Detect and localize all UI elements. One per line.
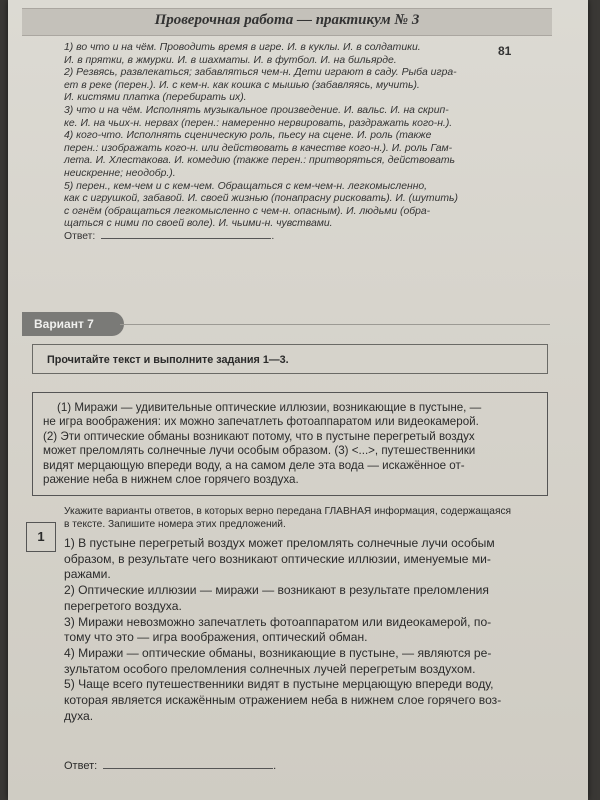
entry-line: лета. И. Хлестакова. И. комедию (также перен.: притворяться, действовать: [64, 155, 456, 167]
text-line: видят мерцающую впереди воду, а на самом деле эта вода — искажённое от-: [43, 458, 465, 472]
workbook-page: [8, 0, 588, 800]
option-line: духа.: [64, 708, 94, 723]
option-line: ражами.: [64, 567, 111, 582]
text-line: (1) Миражи — удивительные оптические иллюзии, возникающие в пустыне, —: [57, 401, 482, 414]
option-line: 4) Миражи — оптические обманы, возникающие в пустыне, — являются ре-: [64, 645, 492, 660]
option-line: тому что это — игра воображения, оптический обман.: [64, 630, 368, 645]
text-line: не игра воображения: их можно запечатлеть фотоаппаратом или видеокамерой.: [43, 415, 479, 429]
entry-line: ке. И. на чьих-н. нервах (перен.: намеренно нервировать, раздражать кого-н.).: [64, 117, 453, 129]
entry-line: неискренне; неодобр.).: [64, 167, 176, 179]
page-header: [22, 8, 552, 36]
prompt-line: Укажите варианты ответов, в которых верно передана ГЛАВНАЯ информация, содержащаяся: [64, 506, 512, 517]
option-line: зультатом особого преломления солнечных лучей перегретым воздухом.: [64, 661, 476, 676]
entry-line: 4) кого-что. Исполнять сценическую роль, пьесу на сцене. И. роль (также: [64, 130, 432, 142]
answer-label: Ответ:: [64, 230, 96, 242]
option-line: 2) Оптические иллюзии — миражи — возникают в результате преломления: [64, 583, 489, 598]
entry-line: перен.: изображать кого-н. или действовать в качестве кого-н.). И. роль Гам-: [64, 142, 453, 154]
task-number-box: 1: [26, 522, 56, 552]
task-prompt: [64, 506, 540, 531]
entry-line: И. кистями платка (перебирать их).: [64, 92, 247, 104]
option-line: 1) В пустыне перегретый воздух может преломлять солнечные лучи особым: [64, 536, 495, 550]
dictionary-entry: [64, 42, 514, 244]
text-line: (2) Эти оптические обманы возникают потому, что в пустыне перегретый воздух: [43, 429, 475, 443]
option-line: которая является искажённым отражением неба в нижнем слое горячего воз-: [64, 693, 502, 708]
divider: [120, 324, 550, 325]
reading-text-box: [32, 392, 548, 496]
option-line: 3) Миражи невозможно запечатлеть фотоаппаратом или видеокамерой, по-: [64, 614, 492, 629]
answer-label: Ответ:: [64, 760, 98, 772]
entry-line: 5) перен., кем-чем и с кем-чем. Обращаться с кем-чем-н. легкомысленно,: [64, 180, 428, 192]
variant-badge: Вариант 7: [22, 312, 124, 336]
entry-line: 1) во что и на чём. Проводить время в игре. И. в куклы. И. в солдатики.: [64, 42, 421, 53]
entry-line: 2) Резвясь, развлекаться; забавляться чем-н. Дети играют в саду. Рыба игра-: [64, 67, 457, 79]
entry-line: с огнём (обращаться легкомысленно с чем-н. опасным). И. людьми (обра-: [64, 205, 431, 217]
option-line: 5) Чаще всего путешественники видят в пустыне мерцающую впереди воду,: [64, 677, 494, 692]
entry-line: щаться с ними по своей воле). И. чьими-н. чувствами.: [64, 218, 333, 230]
entry-line: как с игрушкой, забавой. И. своей жизнью (понапрасну рисковать). И. (шутить): [64, 193, 458, 205]
entry-line: 3) что и на чём. Исполнять музыкальное произведение. И. вальс. И. на скрип-: [64, 104, 449, 116]
text-line: ражение неба в нижнем слое горячего воздуха.: [43, 473, 299, 487]
answer-input-line[interactable]: [101, 238, 271, 239]
prompt-line: в тексте. Запишите номера этих предложений.: [64, 518, 286, 530]
header-title: Проверочная работа — практикум № 3: [154, 12, 420, 28]
task-answer-row: Ответ: .: [64, 760, 277, 772]
entry-line: И. в прятки, в жмурки. И. в шахматы. И. в футбол. И. на бильярде.: [64, 54, 397, 66]
entry-line: ет в реке (перен.). И. с кем-н. как кошка с мышью (забавляясь, мучить).: [64, 79, 420, 91]
page-number: 81: [498, 44, 512, 58]
answer-input-line[interactable]: [103, 768, 273, 769]
option-line: образом, в результате чего возникают оптические иллюзии, именуемые ми-: [64, 551, 491, 566]
answer-row: Ответ: .: [64, 230, 275, 242]
instruction-box: Прочитайте текст и выполните задания 1—3.: [32, 344, 548, 374]
option-line: перегретого воздуха.: [64, 598, 182, 613]
answer-options: [64, 536, 550, 724]
text-line: может преломлять солнечные лучи особым образом. (3) <...>, путешественники: [43, 444, 476, 458]
